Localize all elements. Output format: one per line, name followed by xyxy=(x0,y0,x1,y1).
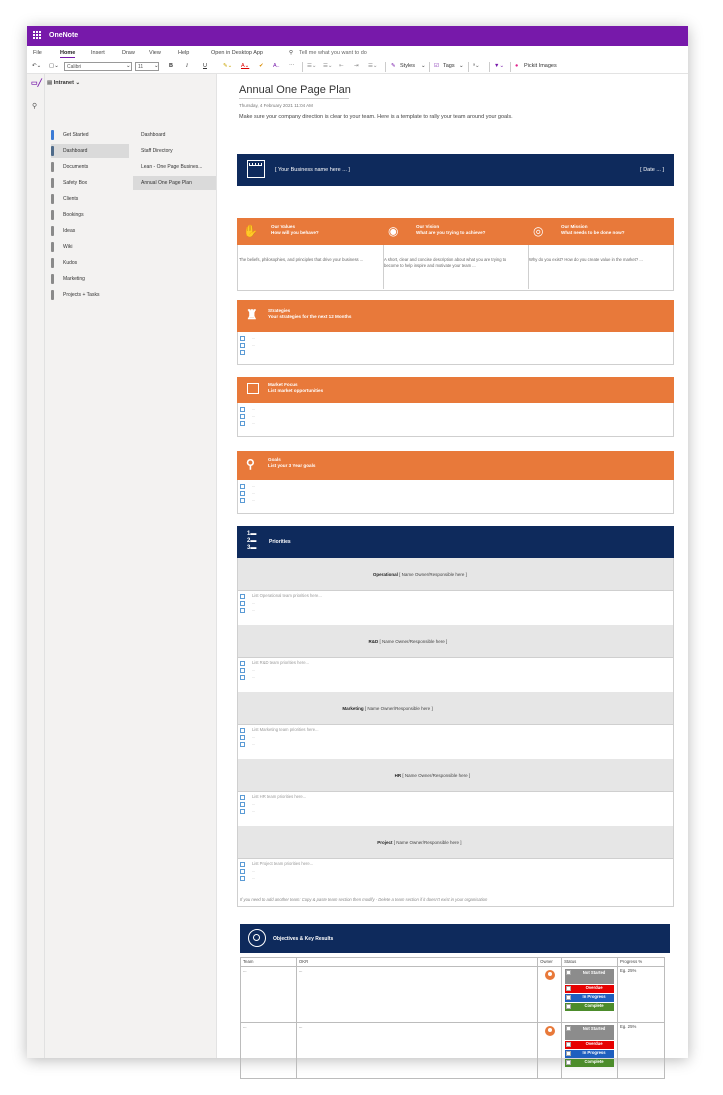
priority-checkbox[interactable] xyxy=(240,809,245,814)
team-priorities-list[interactable] xyxy=(237,590,674,626)
styles-button[interactable]: Styles xyxy=(400,63,415,69)
target-icon: ◎ xyxy=(533,224,544,238)
okr-title: Objectives & Key Results xyxy=(273,936,334,942)
placeholder-dots: ... xyxy=(252,600,256,605)
team-name: Project xyxy=(377,840,393,845)
status-option[interactable] xyxy=(565,1041,614,1049)
okr-okr-cell[interactable]: ... xyxy=(296,1023,537,1079)
strategy-checkbox[interactable] xyxy=(240,343,245,348)
team-priorities-hint: List Operational team priorities here... xyxy=(252,593,322,598)
okr-team-cell[interactable]: ... xyxy=(241,1023,297,1079)
goal-checkbox[interactable] xyxy=(240,498,245,503)
team-priorities-hint: List HR team priorities here... xyxy=(252,794,307,799)
handshake-icon: ✋ xyxy=(243,224,258,238)
team-owner[interactable]: [ Name Owner/Responsible here ] xyxy=(392,840,462,845)
chevron-down-icon: ⌄ xyxy=(126,63,131,69)
section-color-tab xyxy=(51,210,54,220)
okr-status-cell[interactable] xyxy=(562,1023,618,1079)
section-item[interactable] xyxy=(51,224,129,238)
paste-icon[interactable]: ▢⌄ xyxy=(49,63,59,69)
strategy-checkbox[interactable] xyxy=(240,350,245,355)
chevron-down-icon: ⌄ xyxy=(75,80,81,86)
pickit-icon: ● xyxy=(515,63,519,69)
italic-button[interactable]: I xyxy=(186,63,188,69)
status-option[interactable] xyxy=(565,1050,614,1058)
okr-table[interactable] xyxy=(240,957,665,1079)
okr-header-team: Team xyxy=(241,958,297,967)
team-name: HR xyxy=(394,773,402,778)
okr-header-progress: Progress % xyxy=(618,958,665,967)
section-color-tab xyxy=(51,290,54,300)
priorities-bar xyxy=(237,526,674,558)
okr-row[interactable] xyxy=(241,1023,665,1079)
section-color-tab xyxy=(51,194,54,204)
status-label: Complete xyxy=(584,1003,604,1008)
goals-title: Goals xyxy=(268,457,281,462)
status-label: Not Started xyxy=(582,970,606,975)
bullets-icon[interactable]: ☰⌄ xyxy=(307,63,317,69)
section-item[interactable] xyxy=(51,144,129,158)
value-title: Our Values xyxy=(271,224,296,229)
value-subtitle: What needs to be done now? xyxy=(561,230,625,235)
clear-format-icon[interactable]: A₋ xyxy=(273,63,280,69)
spelling-icon[interactable]: ᵃ⌄ xyxy=(473,63,480,69)
section-label: Kudos xyxy=(63,260,78,266)
section-label: Ideas xyxy=(63,228,76,234)
section-item[interactable] xyxy=(51,208,129,222)
team-priorities-hint: List R&D team priorities here... xyxy=(252,660,310,665)
team-priorities-list[interactable] xyxy=(237,858,674,894)
status-option[interactable] xyxy=(565,985,614,993)
page-item[interactable]: Staff Directory xyxy=(141,148,173,154)
priorities-title: Priorities xyxy=(269,539,291,545)
status-checkbox[interactable] xyxy=(566,1051,571,1056)
team-priorities-hint: List Project team priorities here... xyxy=(252,861,314,866)
placeholder-dots: ... xyxy=(252,607,256,612)
nav-rail xyxy=(27,74,45,1058)
priority-checkbox[interactable] xyxy=(240,668,245,673)
section-item[interactable] xyxy=(51,256,129,270)
market-bar xyxy=(237,377,674,403)
strategy-checkbox[interactable] xyxy=(240,336,245,341)
chevron-down-icon: ⌄ xyxy=(459,63,464,69)
team-header xyxy=(237,692,674,724)
team-owner[interactable]: [ Name Owner/Responsible here ] xyxy=(378,639,448,644)
trophy-icon: ⚲ xyxy=(246,457,255,471)
team-header xyxy=(237,826,674,858)
priority-checkbox[interactable] xyxy=(240,601,245,606)
target-icon xyxy=(248,929,266,947)
placeholder-dots: ... xyxy=(252,667,256,672)
align-icon[interactable]: ☰⌄ xyxy=(368,63,378,69)
section-label: Clients xyxy=(63,196,79,202)
priority-checkbox[interactable] xyxy=(240,728,245,733)
business-name[interactable]: [ Your Business name here ... ] xyxy=(275,167,350,173)
team-priorities-list[interactable] xyxy=(237,657,674,693)
highlight-icon[interactable]: ✎⌄ xyxy=(223,63,233,69)
team-name: Operational xyxy=(372,572,398,577)
placeholder-dots: ... xyxy=(252,875,256,880)
status-label: Overdue xyxy=(585,985,603,990)
strategies-list[interactable]: ... ... xyxy=(237,332,674,365)
header-date[interactable]: [ Date ... ] xyxy=(640,167,664,173)
strategies-bar xyxy=(237,300,674,332)
section-label: Safety Box xyxy=(63,180,88,186)
search-icon[interactable]: ⚲ xyxy=(32,103,38,110)
priority-checkbox[interactable] xyxy=(240,742,245,747)
value-body[interactable]: The beliefs, philosophies, and principles that drive your business ... xyxy=(239,257,364,262)
person-icon[interactable] xyxy=(545,1026,555,1036)
app-name: OneNote xyxy=(49,32,79,39)
menu-help[interactable]: Help xyxy=(178,50,190,56)
team-header xyxy=(237,625,674,657)
value-subtitle: How will you behave? xyxy=(271,230,319,235)
tags-button[interactable]: Tags xyxy=(443,63,455,69)
priority-checkbox[interactable] xyxy=(240,802,245,807)
priority-checkbox[interactable] xyxy=(240,661,245,666)
chess-rook-icon: ♜ xyxy=(246,307,258,322)
value-body[interactable]: Why do you exist? How do you create value in the market? ... xyxy=(529,257,643,262)
okr-progress-cell[interactable]: Eg. 25% xyxy=(618,1023,665,1079)
page-title[interactable]: Annual One Page Plan xyxy=(239,84,351,96)
status-label: In Progress xyxy=(582,1050,606,1055)
dictate-icon[interactable]: ▼⌄ xyxy=(494,63,505,69)
status-checkbox[interactable] xyxy=(566,986,571,991)
status-option[interactable] xyxy=(565,1025,614,1040)
placeholder-dots: ... xyxy=(252,741,256,746)
font-color-icon[interactable]: A⌄ xyxy=(241,63,250,69)
section-label: Documents xyxy=(63,164,89,170)
open-desktop-app-link[interactable]: Open in Desktop App xyxy=(211,50,263,56)
numbering-icon[interactable]: ☰⌄ xyxy=(323,63,333,69)
placeholder-dots: ... xyxy=(252,868,256,873)
status-label: Not Started xyxy=(582,1026,606,1031)
team-owner[interactable]: [ Name Owner/Responsible here ] xyxy=(401,773,471,778)
status-option[interactable] xyxy=(565,969,614,984)
okr-status-cell[interactable] xyxy=(562,967,618,1023)
notebook-icon: ▤ xyxy=(47,80,53,86)
status-checkbox[interactable] xyxy=(566,1026,571,1031)
team-owner[interactable]: [ Name Owner/Responsible here ] xyxy=(363,706,433,711)
market-subtitle: List market opportunities xyxy=(268,388,324,393)
section-color-tab xyxy=(51,226,54,236)
placeholder-dots: ... xyxy=(252,801,256,806)
okr-row[interactable] xyxy=(241,967,665,1023)
status-checkbox[interactable] xyxy=(566,970,571,975)
numbered-list-icon: 1▬ 2▬ 3▬ xyxy=(247,531,257,551)
value-title: Our Mission xyxy=(561,224,588,229)
goals-list[interactable]: ... ... ... xyxy=(237,480,674,514)
priority-checkbox[interactable] xyxy=(240,594,245,599)
priority-checkbox[interactable] xyxy=(240,675,245,680)
section-label: Marketing xyxy=(63,276,85,282)
section-color-tab xyxy=(51,258,54,268)
person-icon[interactable] xyxy=(545,970,555,980)
underline-button[interactable]: U xyxy=(203,63,207,69)
title-bar xyxy=(27,26,688,46)
page-canvas[interactable] xyxy=(217,74,688,1064)
ribbon-toolbar xyxy=(27,60,688,74)
status-checkbox[interactable] xyxy=(566,1060,571,1065)
bold-button[interactable]: B xyxy=(169,63,173,69)
priority-checkbox[interactable] xyxy=(240,869,245,874)
status-checkbox[interactable] xyxy=(566,995,571,1000)
market-list[interactable]: ... ... ... xyxy=(237,403,674,437)
outdent-icon[interactable]: ⇤ xyxy=(339,63,344,69)
menu-bar xyxy=(27,46,688,60)
section-color-tab xyxy=(51,178,54,188)
team-header xyxy=(237,759,674,791)
priorities-note: If you need to add another team: Copy & paste team section then modify - Delete a team section if it doesn't exist in your organisation xyxy=(240,897,488,902)
undo-icon[interactable]: ↶⌄ xyxy=(32,63,42,69)
section-color-tab xyxy=(51,146,54,156)
market-title: Market Focus xyxy=(268,382,298,387)
section-label: Get Started xyxy=(63,132,89,138)
priority-checkbox[interactable] xyxy=(240,862,245,867)
market-checkbox[interactable] xyxy=(240,414,245,419)
store-icon xyxy=(247,160,265,178)
section-color-tab xyxy=(51,242,54,252)
notebook-name: Intranet xyxy=(53,80,74,86)
status-label: In Progress xyxy=(582,994,606,999)
pickit-images-button[interactable]: Pickit Images xyxy=(524,63,557,69)
okr-bar xyxy=(240,924,670,953)
indent-icon[interactable]: ⇥ xyxy=(354,63,359,69)
format-painter-icon[interactable]: ✔ xyxy=(259,63,264,69)
okr-owner-cell[interactable] xyxy=(538,1023,562,1079)
font-family-select[interactable]: Calibri xyxy=(64,62,132,71)
section-label: Wiki xyxy=(63,244,73,250)
okr-header-owner: Owner xyxy=(538,958,562,967)
tell-me-search[interactable]: Tell me what you want to do xyxy=(299,50,367,56)
priority-checkbox[interactable] xyxy=(240,735,245,740)
status-label: Overdue xyxy=(585,1041,603,1046)
section-item[interactable] xyxy=(51,240,129,254)
section-label: Bookings xyxy=(63,212,84,218)
section-label: Projects + Tasks xyxy=(63,292,100,298)
team-priorities-hint: List Marketing team priorities here... xyxy=(252,727,319,732)
styles-icon: ✎ xyxy=(391,63,396,69)
notebooks-icon[interactable]: ▭╱ xyxy=(31,80,42,87)
more-icon[interactable]: ⋯ xyxy=(289,63,295,69)
market-checkbox[interactable] xyxy=(240,421,245,426)
team-header xyxy=(237,558,674,590)
status-checkbox[interactable] xyxy=(566,1004,571,1009)
font-size-select[interactable]: 11 xyxy=(135,62,159,71)
priority-checkbox[interactable] xyxy=(240,876,245,881)
placeholder-dots: ... xyxy=(252,734,256,739)
goal-checkbox[interactable] xyxy=(240,491,245,496)
page-intro[interactable]: Make sure your company direction is clear to your team. Here is a template to rally your team around your goals. xyxy=(239,114,513,120)
goals-subtitle: List your 3 Year goals xyxy=(268,463,316,468)
page-item[interactable]: Lean - One Page Busines... xyxy=(141,164,203,170)
onenote-window xyxy=(27,26,688,1064)
okr-owner-cell[interactable] xyxy=(538,967,562,1023)
app-launcher-icon[interactable] xyxy=(33,31,41,39)
value-subtitle: What are you trying to achieve? xyxy=(416,230,486,235)
page-item[interactable]: Annual One Page Plan xyxy=(133,176,216,190)
team-name: Marketing xyxy=(342,706,364,711)
value-title: Our Vision xyxy=(416,224,440,229)
section-item[interactable] xyxy=(51,288,129,302)
team-priorities-list[interactable] xyxy=(237,791,674,827)
section-color-tab xyxy=(51,162,54,172)
menu-draw[interactable]: Draw xyxy=(122,50,135,56)
value-body[interactable]: A short, clear and concise description about what you are trying to become to help inspire and motivate your team ... xyxy=(384,257,507,268)
page-date: Thursday, 4 February 2021 11:04 AM xyxy=(239,103,313,108)
page-item[interactable]: Dashboard xyxy=(141,132,166,138)
status-label: Complete xyxy=(584,1059,604,1064)
placeholder-dots: ... xyxy=(252,808,256,813)
goal-checkbox[interactable] xyxy=(240,484,245,489)
okr-header-okr: OKR xyxy=(296,958,537,967)
section-item[interactable] xyxy=(51,160,129,174)
team-name: R&D xyxy=(368,639,379,644)
status-option[interactable] xyxy=(565,1059,614,1067)
menu-file[interactable]: File xyxy=(33,50,42,56)
team-priorities-list[interactable] xyxy=(237,724,674,760)
section-item[interactable] xyxy=(51,272,129,286)
menu-home[interactable]: Home xyxy=(60,50,76,56)
market-checkbox[interactable] xyxy=(240,407,245,412)
okr-progress-cell[interactable]: Eg. 25% xyxy=(618,967,665,1023)
section-item[interactable] xyxy=(51,128,129,142)
okr-team-cell[interactable]: ... xyxy=(241,967,297,1023)
section-label: Dashboard xyxy=(63,148,88,154)
menu-view[interactable]: View xyxy=(149,50,161,56)
notebook-picker[interactable] xyxy=(47,80,80,86)
menu-insert[interactable]: Insert xyxy=(91,50,105,56)
section-color-tab xyxy=(51,274,54,284)
section-color-tab xyxy=(51,130,54,140)
priority-checkbox[interactable] xyxy=(240,795,245,800)
status-checkbox[interactable] xyxy=(566,1042,571,1047)
strategies-subtitle: Your strategies for the next 12 Months xyxy=(268,314,352,319)
strategies-title: Strategies xyxy=(268,308,291,313)
market-stall-icon xyxy=(247,383,259,394)
chevron-down-icon: ⌄ xyxy=(154,63,159,69)
priority-checkbox[interactable] xyxy=(240,608,245,613)
goals-bar xyxy=(237,451,674,480)
okr-header-status: Status xyxy=(562,958,618,967)
okr-okr-cell[interactable]: ... xyxy=(296,967,537,1023)
status-option[interactable] xyxy=(565,994,614,1002)
section-item[interactable] xyxy=(51,192,129,206)
business-header xyxy=(237,154,674,186)
team-owner[interactable]: [ Name Owner/Responsible here ] xyxy=(397,572,467,577)
eye-icon: ◉ xyxy=(388,224,399,238)
section-item[interactable] xyxy=(51,176,129,190)
placeholder-dots: ... xyxy=(252,674,256,679)
tag-icon: ☑ xyxy=(434,63,439,69)
chevron-down-icon: ⌄ xyxy=(421,63,426,69)
priorities-note-box xyxy=(237,893,674,907)
lightbulb-icon: ⚲ xyxy=(289,50,294,56)
status-option[interactable] xyxy=(565,1003,614,1011)
